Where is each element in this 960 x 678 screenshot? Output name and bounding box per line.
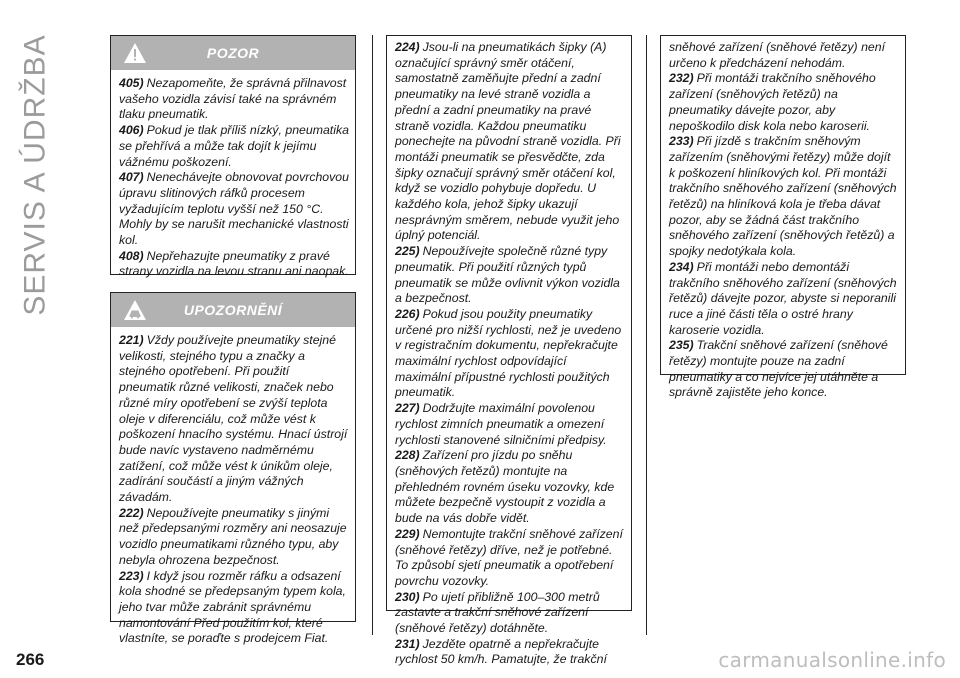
caution-box-header [111,293,355,327]
list-item: 235) Trakční sněhové zařízení (sněhové řetězy) montujte pouze na zadní pneumatiky a co nejvíce jej utáhněte a správně zajistěte jeho konce. [669,338,888,400]
list-item: sněhové zařízení (sněhové řetězy) není určeno k předcházení nehodám. [669,40,886,70]
list-item: 228) Zařízení pro jízdu po sněhu (sněhových řetězů) montujte na přehledném rovném úseku vozovky, kde můžete bezpečně vystoupit z vozidla a bude na vás dobře vidět. [395,448,615,526]
warning-box-title: POZOR [206,45,260,61]
list-item: 226) Pokud jsou použity pneumatiky určené pro nižší rychlosti, než je uvedeno v registračním dokumentu, nepřekračujte maximální rychlost odpovídající maximální přípustné rychlosti použitých pneumatik. [395,306,622,400]
caution-box-body [111,327,355,653]
list-item: 224) Jsou-li na pneumatikách šipky (A) označující správný směr otáčení, samostatně zaměňujte přední a zadní pneumatiky na levé straně vozidla a přední a zadní pneumatiky na pravé straně vozidla. Každou pneumatiku ponechejte na původní straně vozidla. Při montáži pneumatik se přesvědčte, zda šipky označují správný směr otáčení kol, když se vozidlo pohybuje dopředu. U každého kola, jehož šipky ukazují nesprávným směrem, nebude využit jeho úplný potenciál. [395,40,621,243]
column3-body [661,36,905,407]
list-item: 408) Nepřehazujte pneumatiky z pravé strany vozidla na levou stranu ani naopak. [119,248,349,279]
list-item: 223) I když jsou rozměr ráfku a odsazení kola shodné se předepsaným typem kola, jeho tvar může zabránit správnému namontování Před použitím kol, které vlastníte, se poraďte s prodejcem Fiat. [119,568,346,646]
warning-triangle-icon [123,41,147,65]
page-number: 266 [16,650,45,669]
car-caution-icon [123,298,147,322]
column2-body [387,36,631,674]
caution-box-title: UPOZORNĚNÍ [183,302,283,318]
list-item: 227) Dodržujte maximální povolenou rychlost zimních pneumatik a omezení rychlosti stanovené silničními předpisy. [395,401,607,447]
warning-box-body [111,70,355,286]
warning-box-header [111,36,355,70]
warning-box [110,35,356,279]
list-item: 407) Nenechávejte obnovovat povrchovou úpravu slitinových ráfků procesem vyžadujícím teplotu vyšší než 150 °C. Mohly by se narušit mechanické vlastnosti kol. [119,170,349,248]
list-item: 405) Nezapomeňte, že správná přilnavost vašeho vozidla závisí také na správném tlaku pneumatik. [119,76,347,122]
list-item: 221) Vždy používejte pneumatiky stejné velikosti, stejného typu a značky a stejného opotřebení. Při použití pneumatik různé velikosti, značek nebo různé míry opotřebení se zvýší teplota oleje v diferenciálu, což může vést k poškození hnacího systému. Hnací ústrojí bude navíc vystaveno nadměrnému zatížení, což může vést k únikům oleje, zadírání součástí a jiným vážných závadám. [119,333,348,505]
column3-box [660,35,906,400]
list-item: 222) Nepoužívejte pneumatiky s jinými než předepsanými rozměry ani neosazuje vozidlo pneumatikami různého typu, aby nebyla ohrozena bezpečnost. [119,505,347,567]
list-item: 232) Při montáži trakčního sněhového zařízení (sněhových řetězů) na pneumatiky dávejte pozor, aby nepoškodilo disk kola nebo karoserii. [669,71,876,133]
column-divider [646,35,647,635]
column-divider [372,35,373,635]
column2-box [386,35,632,667]
list-item: 225) Nepoužívejte společně různé typy pneumatik. Při použití různých typů pneumatik se může ovlivnit výkon vozidla a bezpečnost. [395,244,620,306]
list-item: 234) Při montáži nebo demontáži trakčního sněhového zařízení (sněhových řetězů) dávejte pozor, abyste si neporanili ruce a jiné části těla o ostré hrany karoserie vozidla. [669,259,897,337]
watermark-text: carmanualsonline.info [718,648,946,672]
list-item: 229) Nemontujte trakční sněhové zařízení (sněhové řetězy) dříve, než je potřebné. To způsobí sjetí pneumatik a opotřebení povrchu vozovky. [395,526,623,588]
list-item: 233) Při jízdě s trakčním sněhovým zařízením (sněhovými řetězy) může dojít k poškození hliníkových kol. Při montáži trakčního sněhového zařízení (sněhových řetězů) na hliníková kola je třeba dávat pozor, aby se žádná část trakčního sněhového zařízení (sněhových řetězů) a spojky nedotýkala kola. [669,134,897,259]
list-item: 231) Jezděte opatrně a nepřekračujte rychlost 50 km/h. Pamatujte, že trakční [395,636,607,667]
list-item: 230) Po ujetí přibližně 100–300 metrů zastavte a trakční sněhové zařízení (sněhové řetězy) dotáhněte. [395,589,600,636]
chapter-title-text: SERVIS A ÚDRŽBA [19,34,52,316]
chapter-side-title [14,30,58,320]
caution-box [110,292,356,646]
list-item: 406) Pokud je tlak příliš nízký, pneumatika se přehřívá a může tak dojít k jejímu vážnému poškození. [119,123,349,169]
